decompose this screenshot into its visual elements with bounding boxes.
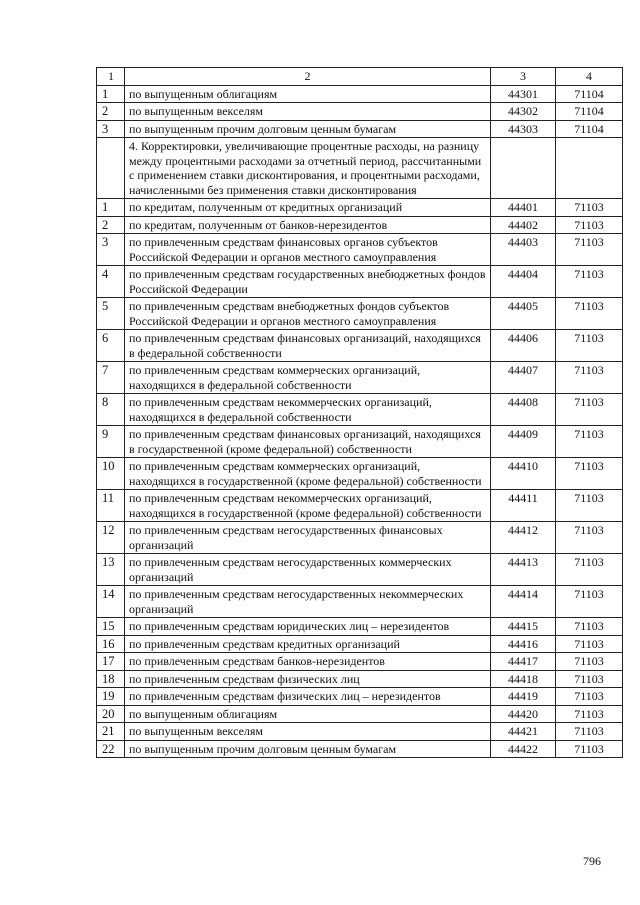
table-row bbox=[97, 216, 623, 234]
row-account-code: 44402 bbox=[491, 216, 556, 234]
row-number: 5 bbox=[97, 298, 125, 330]
row-number bbox=[97, 138, 125, 199]
row-description: по кредитам, полученным от банков-нерезидентов bbox=[125, 216, 491, 234]
table-row bbox=[97, 120, 623, 138]
row-number: 8 bbox=[97, 394, 125, 426]
row-number: 14 bbox=[97, 586, 125, 618]
row-account-code: 44302 bbox=[491, 103, 556, 121]
row-account-code: 44411 bbox=[491, 490, 556, 522]
table-row bbox=[97, 199, 623, 217]
row-description: по привлеченным средствам физических лиц bbox=[125, 670, 491, 688]
row-description: 4. Корректировки, увеличивающие процентные расходы, на разницу между процентными расходами за отчетный период, рассчитанными с применением ставки дисконтирования, и процентными расходами, начисленными без применения ставки дисконтирования bbox=[125, 138, 491, 199]
row-description: по выпущенным векселям bbox=[125, 723, 491, 741]
row-description: по выпущенным прочим долговым ценным бумагам bbox=[125, 740, 491, 758]
row-symbol-code bbox=[556, 138, 623, 199]
table-row bbox=[97, 723, 623, 741]
row-description: по привлеченным средствам кредитных организаций bbox=[125, 635, 491, 653]
row-symbol-code: 71103 bbox=[556, 426, 623, 458]
table-row bbox=[97, 586, 623, 618]
table-row bbox=[97, 85, 623, 103]
row-number: 1 bbox=[97, 199, 125, 217]
row-description: по привлеченным средствам финансовых организаций, находящихся в государственной (кроме федеральной) собственности bbox=[125, 426, 491, 458]
table-row bbox=[97, 103, 623, 121]
row-number: 2 bbox=[97, 103, 125, 121]
row-symbol-code: 71103 bbox=[556, 554, 623, 586]
table-row bbox=[97, 522, 623, 554]
row-symbol-code: 71103 bbox=[556, 705, 623, 723]
row-symbol-code: 71103 bbox=[556, 330, 623, 362]
row-account-code: 44412 bbox=[491, 522, 556, 554]
row-number: 7 bbox=[97, 362, 125, 394]
row-account-code bbox=[491, 138, 556, 199]
row-number: 21 bbox=[97, 723, 125, 741]
header-col-1: 1 bbox=[97, 68, 125, 86]
row-symbol-code: 71103 bbox=[556, 490, 623, 522]
row-number: 22 bbox=[97, 740, 125, 758]
row-symbol-code: 71103 bbox=[556, 458, 623, 490]
row-description: по кредитам, полученным от кредитных организаций bbox=[125, 199, 491, 217]
row-account-code: 44414 bbox=[491, 586, 556, 618]
row-number: 2 bbox=[97, 216, 125, 234]
row-symbol-code: 71103 bbox=[556, 362, 623, 394]
table-row bbox=[97, 426, 623, 458]
table-row bbox=[97, 635, 623, 653]
row-symbol-code: 71103 bbox=[556, 653, 623, 671]
row-description: по привлеченным средствам коммерческих организаций, находящихся в федеральной собственности bbox=[125, 362, 491, 394]
row-number: 18 bbox=[97, 670, 125, 688]
row-number: 6 bbox=[97, 330, 125, 362]
row-account-code: 44413 bbox=[491, 554, 556, 586]
row-symbol-code: 71103 bbox=[556, 635, 623, 653]
table-row bbox=[97, 490, 623, 522]
table-row bbox=[97, 362, 623, 394]
row-description: по привлеченным средствам некоммерческих организаций, находящихся в федеральной собственности bbox=[125, 394, 491, 426]
row-symbol-code: 71104 bbox=[556, 103, 623, 121]
row-account-code: 44415 bbox=[491, 618, 556, 636]
table-row bbox=[97, 618, 623, 636]
row-symbol-code: 71103 bbox=[556, 586, 623, 618]
row-account-code: 44408 bbox=[491, 394, 556, 426]
row-number: 9 bbox=[97, 426, 125, 458]
accounts-table bbox=[96, 67, 623, 758]
row-symbol-code: 71104 bbox=[556, 85, 623, 103]
row-account-code: 44301 bbox=[491, 85, 556, 103]
row-account-code: 44409 bbox=[491, 426, 556, 458]
row-account-code: 44401 bbox=[491, 199, 556, 217]
table-row bbox=[97, 705, 623, 723]
row-symbol-code: 71103 bbox=[556, 670, 623, 688]
row-description: по привлеченным средствам государственных внебюджетных фондов Российской Федерации bbox=[125, 266, 491, 298]
row-number: 3 bbox=[97, 120, 125, 138]
row-description: по выпущенным векселям bbox=[125, 103, 491, 121]
row-number: 4 bbox=[97, 266, 125, 298]
row-number: 1 bbox=[97, 85, 125, 103]
row-description: по привлеченным средствам некоммерческих организаций, находящихся в государственной (кроме федеральной) собственности bbox=[125, 490, 491, 522]
row-symbol-code: 71103 bbox=[556, 199, 623, 217]
row-account-code: 44417 bbox=[491, 653, 556, 671]
row-description: по привлеченным средствам финансовых организаций, находящихся в федеральной собственности bbox=[125, 330, 491, 362]
row-number: 15 bbox=[97, 618, 125, 636]
row-description: по привлеченным средствам негосударственных коммерческих организаций bbox=[125, 554, 491, 586]
row-account-code: 44303 bbox=[491, 120, 556, 138]
row-number: 12 bbox=[97, 522, 125, 554]
row-number: 19 bbox=[97, 688, 125, 706]
table-row bbox=[97, 330, 623, 362]
table-row bbox=[97, 138, 623, 199]
row-symbol-code: 71103 bbox=[556, 234, 623, 266]
table-row bbox=[97, 458, 623, 490]
row-description: по привлеченным средствам юридических лиц – нерезидентов bbox=[125, 618, 491, 636]
row-account-code: 44407 bbox=[491, 362, 556, 394]
table-row bbox=[97, 298, 623, 330]
row-account-code: 44418 bbox=[491, 670, 556, 688]
row-number: 17 bbox=[97, 653, 125, 671]
row-account-code: 44422 bbox=[491, 740, 556, 758]
row-account-code: 44419 bbox=[491, 688, 556, 706]
row-symbol-code: 71103 bbox=[556, 723, 623, 741]
row-number: 20 bbox=[97, 705, 125, 723]
row-account-code: 44404 bbox=[491, 266, 556, 298]
row-description: по выпущенным облигациям bbox=[125, 85, 491, 103]
row-symbol-code: 71103 bbox=[556, 216, 623, 234]
row-account-code: 44421 bbox=[491, 723, 556, 741]
row-description: по выпущенным облигациям bbox=[125, 705, 491, 723]
row-account-code: 44416 bbox=[491, 635, 556, 653]
row-account-code: 44403 bbox=[491, 234, 556, 266]
row-symbol-code: 71103 bbox=[556, 394, 623, 426]
table-row bbox=[97, 234, 623, 266]
row-account-code: 44410 bbox=[491, 458, 556, 490]
header-col-4: 4 bbox=[556, 68, 623, 86]
row-description: по привлеченным средствам физических лиц – нерезидентов bbox=[125, 688, 491, 706]
row-number: 11 bbox=[97, 490, 125, 522]
row-description: по выпущенным прочим долговым ценным бумагам bbox=[125, 120, 491, 138]
row-symbol-code: 71103 bbox=[556, 618, 623, 636]
table-row bbox=[97, 740, 623, 758]
table-row bbox=[97, 394, 623, 426]
row-account-code: 44420 bbox=[491, 705, 556, 723]
row-description: по привлеченным средствам банков-нерезидентов bbox=[125, 653, 491, 671]
header-col-2: 2 bbox=[125, 68, 491, 86]
row-symbol-code: 71104 bbox=[556, 120, 623, 138]
table-row bbox=[97, 554, 623, 586]
row-number: 16 bbox=[97, 635, 125, 653]
row-account-code: 44405 bbox=[491, 298, 556, 330]
table-row bbox=[97, 670, 623, 688]
row-number: 10 bbox=[97, 458, 125, 490]
table-header-row bbox=[97, 68, 623, 86]
row-number: 3 bbox=[97, 234, 125, 266]
row-description: по привлеченным средствам негосударственных некоммерческих организаций bbox=[125, 586, 491, 618]
row-description: по привлеченным средствам финансовых органов субъектов Российской Федерации и органов местного самоуправления bbox=[125, 234, 491, 266]
table-row bbox=[97, 688, 623, 706]
row-description: по привлеченным средствам внебюджетных фондов субъектов Российской Федерации и органов местного самоуправления bbox=[125, 298, 491, 330]
row-description: по привлеченным средствам негосударственных финансовых организаций bbox=[125, 522, 491, 554]
row-symbol-code: 71103 bbox=[556, 298, 623, 330]
page-number: 796 bbox=[583, 854, 601, 868]
header-col-3: 3 bbox=[491, 68, 556, 86]
table-row bbox=[97, 653, 623, 671]
row-number: 13 bbox=[97, 554, 125, 586]
row-symbol-code: 71103 bbox=[556, 740, 623, 758]
row-symbol-code: 71103 bbox=[556, 688, 623, 706]
table-row bbox=[97, 266, 623, 298]
row-symbol-code: 71103 bbox=[556, 266, 623, 298]
row-description: по привлеченным средствам коммерческих организаций, находящихся в государственной (кроме федеральной) собственности bbox=[125, 458, 491, 490]
row-account-code: 44406 bbox=[491, 330, 556, 362]
row-symbol-code: 71103 bbox=[556, 522, 623, 554]
